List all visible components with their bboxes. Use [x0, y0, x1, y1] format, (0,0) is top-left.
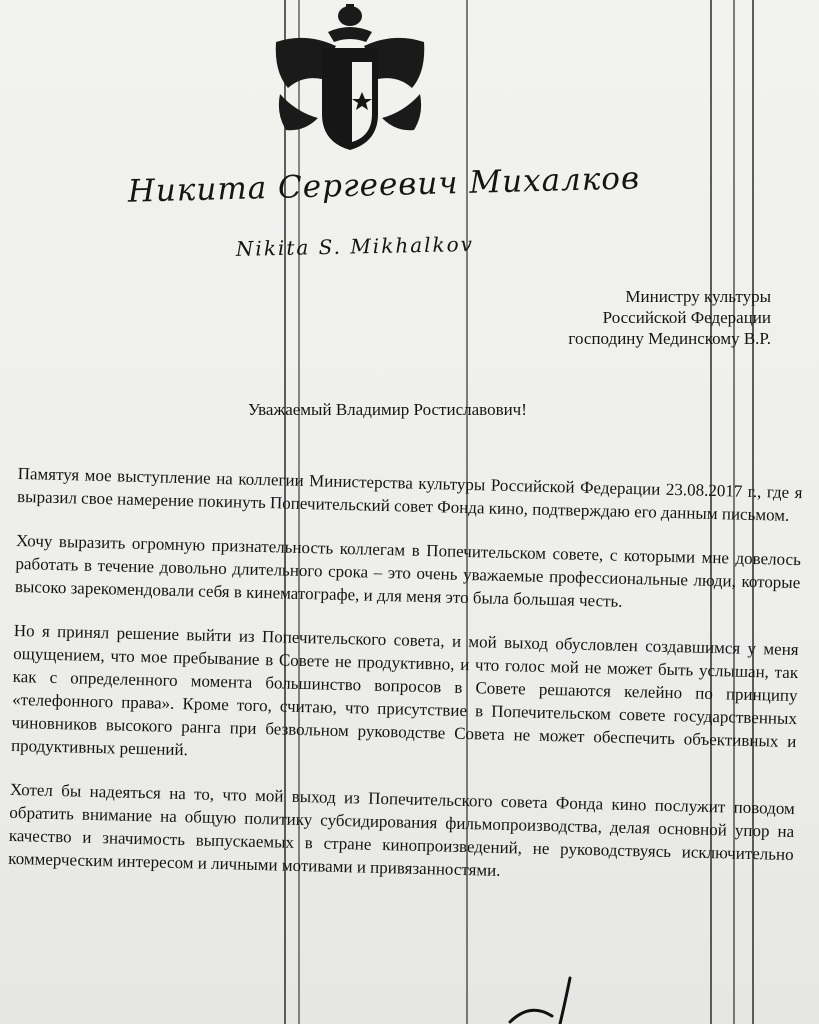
body-paragraph: Памятуя мое выступление на коллегии Министерства культуры Российской Федерации 23.08.2017 г., где я выразил свое намерение покинуть Попечительский совет Фонда кино, подтверждаю его данным письмом. — [16, 463, 803, 525]
addressee-line: Министру культуры — [625, 287, 771, 306]
handwritten-signature — [500, 972, 620, 1024]
letterhead-name-english: Nikita S. Mikhalkov — [235, 231, 475, 261]
addressee-line: Российской Федерации — [602, 308, 771, 327]
body-paragraph: Но я принял решение выйти из Попечительского совета, и мой выход обусловлен создавшимся у меня ощущением, что мое пребывание в Совете не продуктивно, и что голос мой не может быть услышан, так как с определенного момента большинство вопросов в Совете решаются келейно по принципу «телефонного права». Кроме того, считаю, что присутствие в Попечительском совете государственных чиновников высокого ранга при безвольном руководстве Совета не может обеспечить объективных и продуктивных решений. — [10, 620, 799, 760]
greeting: Уважаемый Владимир Ростиславович! — [248, 400, 527, 419]
letter-body — [8, 462, 803, 910]
coat-of-arms-emblem — [266, 2, 434, 154]
body-paragraph: Хотел бы надеяться на то, что мой выход из Попечительского совета Фонда кино послужит поводом обратить внимание на общую политику субсидирования фильмопроизводства, делая основной упор на качество и значимость выпускаемых в стране кинопроизведений, не руководствуясь исключительно коммерческим интересом и личными мотивами и привязанностями. — [8, 779, 795, 880]
letterhead-name-russian: Никита Сергеевич Михалков — [127, 160, 641, 210]
addressee-line: господину Мединскому В.Р. — [568, 329, 771, 348]
addressee-block — [568, 286, 771, 349]
body-paragraph: Хочу выразить огромную признательность коллегам в Попечительском совете, с которыми мне довелось работать в течение довольно длительного срока – это очень уважаемые профессиональные люди, которые высоко зарекомендовали себя в кинематографе, и для меня это была большая честь. — [14, 530, 802, 611]
